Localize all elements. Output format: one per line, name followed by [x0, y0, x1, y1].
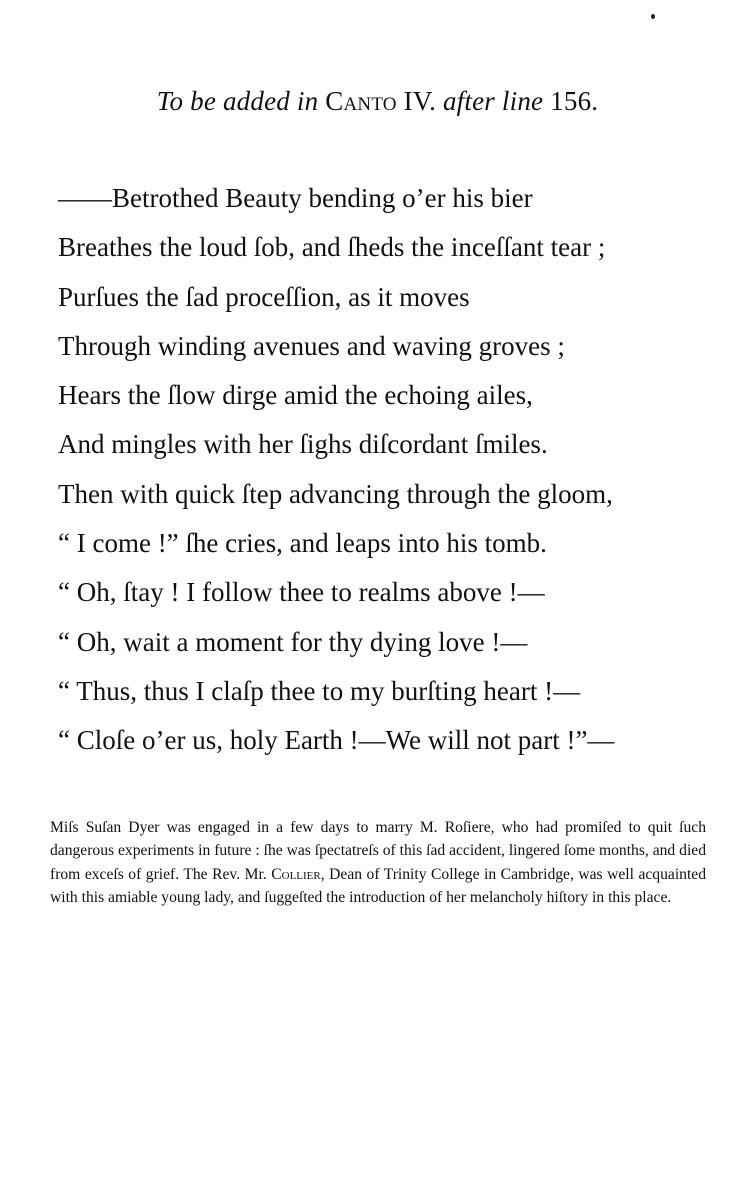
- poem-line: And mingles with her ſighs diſcordant ſmiles.: [58, 429, 548, 460]
- poem-line: “ I come !” ſhe cries, and leaps into his tomb.: [58, 528, 547, 559]
- footnote-text: Miſs Suſan Dyer was engaged in a few days to marry M. Roſiere, who had promiſed to quit ſuch dangerous experiments in future : ſhe was ſpectatreſs of this ſad accident, lingered ſome months, and died from exceſs of grief. The Rev. Mr.: [50, 819, 706, 883]
- heading-canto: Canto: [325, 86, 397, 116]
- poem-line: Then with quick ſtep advancing through the gloom,: [58, 478, 613, 509]
- heading-line-number: 156.: [550, 86, 599, 116]
- poem-line: Hears the ſlow dirge amid the echoing ailes,: [58, 380, 533, 411]
- poem-line: ——Betrothed Beauty bending o’er his bier: [58, 183, 533, 213]
- poem-line: Through winding avenues and waving groves ;: [58, 330, 565, 361]
- footnote: [50, 816, 706, 910]
- heading-canto-number: IV.: [403, 86, 437, 116]
- poem-line: “ Oh, ſtay ! I follow thee to realms above !—: [58, 577, 545, 608]
- ink-speck: [651, 14, 655, 19]
- poem-stanza: [58, 174, 738, 766]
- poem-line: Purſues the ſad proceſſion, as it moves: [58, 281, 470, 312]
- heading-lead: To be added in: [156, 86, 319, 116]
- poem-line: “ Thus, thus I claſp thee to my burſting heart !—: [58, 675, 581, 706]
- heading-after-line: after line: [442, 86, 544, 116]
- footnote-text-continued: Dean of Trinity College in Cambridge, was well acquainted with this amiable young lady, and ſuggeſted the introduction of her melancholy hiſtory in this place.: [50, 865, 707, 907]
- page-heading: [0, 86, 755, 117]
- poem-line: Breathes the loud ſob, and ſheds the inceſſant tear ;: [58, 232, 606, 263]
- poem-line: “ Oh, wait a moment for thy dying love !—: [58, 626, 528, 657]
- poem-line: “ Cloſe o’er us, holy Earth !—We will not part !”—: [58, 725, 615, 756]
- footnote-name: Collier,: [271, 865, 325, 883]
